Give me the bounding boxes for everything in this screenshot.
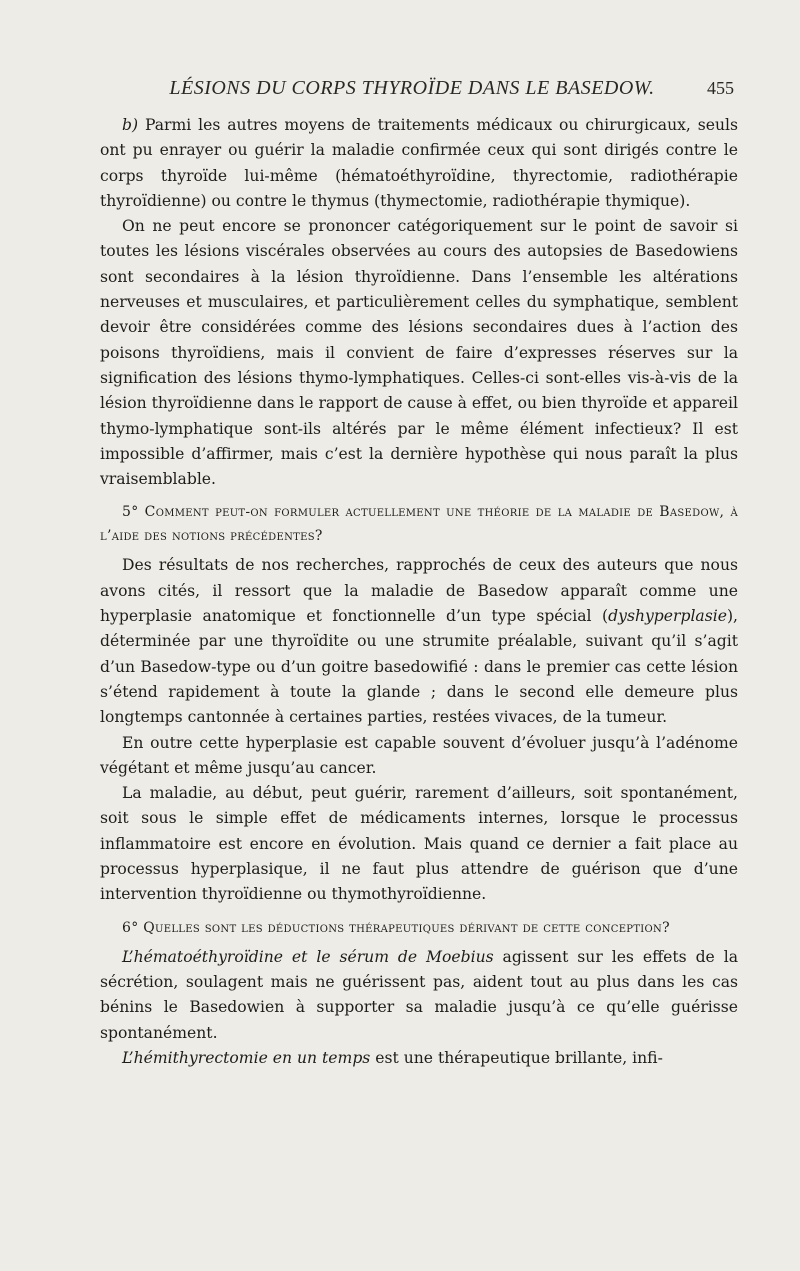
- italic-run: L’hématoéthyroïdine et le sérum de Moebius: [122, 947, 494, 966]
- paragraph: [100, 1046, 738, 1071]
- text-run: agissent sur les effets de la sécrétion, soulagent mais ne guérissent pas, aident tout au plus dans les cas bénins le Basedowien à supporter sa maladie jusqu’à ce qu’elle guérisse spontanément.: [100, 947, 738, 1042]
- paragraph: [100, 945, 738, 1046]
- paragraph: [100, 781, 738, 907]
- paragraph: [100, 214, 738, 492]
- text-run: 6° Quelles sont les déductions thérapeutiques dérivant de cette conception?: [122, 919, 670, 936]
- italic-run: b): [122, 116, 139, 134]
- text-run: ), déterminée par une thyroïdite ou une strumite préalable, suivant qu’il s’agit d’un Basedow-type ou d’un goitre basedowifié : dans le premier cas cette lésion s’étend rapidement à toute la glande ; dans le second elle demeure plus longtemps cantonnée à certaines parties, restées vivaces, de la tumeur.: [100, 607, 738, 727]
- paragraph: [100, 553, 738, 730]
- text-run: Des résultats de nos recherches, rapprochés de ceux des auteurs que nous avons cités, il ressort que la maladie de Basedow apparaît comme une hyperplasie anatomique et fonctionnelle d’un type spécial (: [100, 556, 738, 626]
- body-text: [100, 113, 738, 1071]
- text-run: La maladie, au début, peut guérir, rarement d’ailleurs, soit spontanément, soit sous le simple effet de médicaments internes, lorsque le processus inflammatoire est encore en évolution. Mais quand ce dernier a fait place au processus hyperplasique, il ne faut plus attendre de guérison que d’une intervention thyroïdienne ou thymothyroïdienne.: [100, 784, 738, 904]
- paragraph: [100, 731, 738, 782]
- italic-run: dyshyperplasie: [608, 607, 727, 626]
- text-run: 5° Comment peut-on formuler actuellement une théorie de la maladie de Basedow, à l’aide des notions précédentes?: [100, 504, 738, 545]
- paragraph: [100, 113, 738, 214]
- text-run: est une thérapeutique brillante, infi-: [370, 1048, 663, 1067]
- page-number: 455: [707, 78, 734, 98]
- section-heading: [100, 916, 738, 940]
- text-run: On ne peut encore se prononcer catégoriquement sur le point de savoir si toutes les lésions viscérales observées au cours des autopsies de Basedowiens sont secondaires à la lésion thyroïdienne. Dans l’ensemble les altérations nerveuses et musculaires, et particulièrement celles du symphatique, semblent devoir être considérées comme des lésions secondaires dues à l’action des poisons thyroïdiens, mais il convient de faire d’expresses réserves sur la signification des lésions thymo-lymphatiques. Celles-ci sont-elles vis-à-vis de la lésion thyroïdienne dans le rapport de cause à effet, ou bien thyroïde et appareil thymo-lymphatique sont-ils altérés par le même élément infectieux? Il est impossible d’affirmer, mais c’est la dernière hypothèse qui nous paraît la plus vraisemblable.: [100, 217, 739, 489]
- text-run: Parmi les autres moyens de traitements médicaux ou chirurgicaux, seuls ont pu enrayer ou guérir la maladie confirmée ceux qui sont dirigés contre le corps thyroïde lui-même (hématoéthyroïdine, thyrectomie, radiothérapie thyroïdienne) ou contre le thymus (thymectomie, radiothérapie thymique).: [100, 116, 738, 210]
- text-run: En outre cette hyperplasie est capable souvent d’évoluer jusqu’à l’adénome végétant et même jusqu’au cancer.: [100, 733, 738, 777]
- running-header: LÉSIONS DU CORPS THYROÏDE DANS LE BASEDOW.: [169, 77, 655, 99]
- section-heading: [100, 500, 738, 548]
- italic-run: L’hémithyrectomie en un temps: [122, 1048, 371, 1067]
